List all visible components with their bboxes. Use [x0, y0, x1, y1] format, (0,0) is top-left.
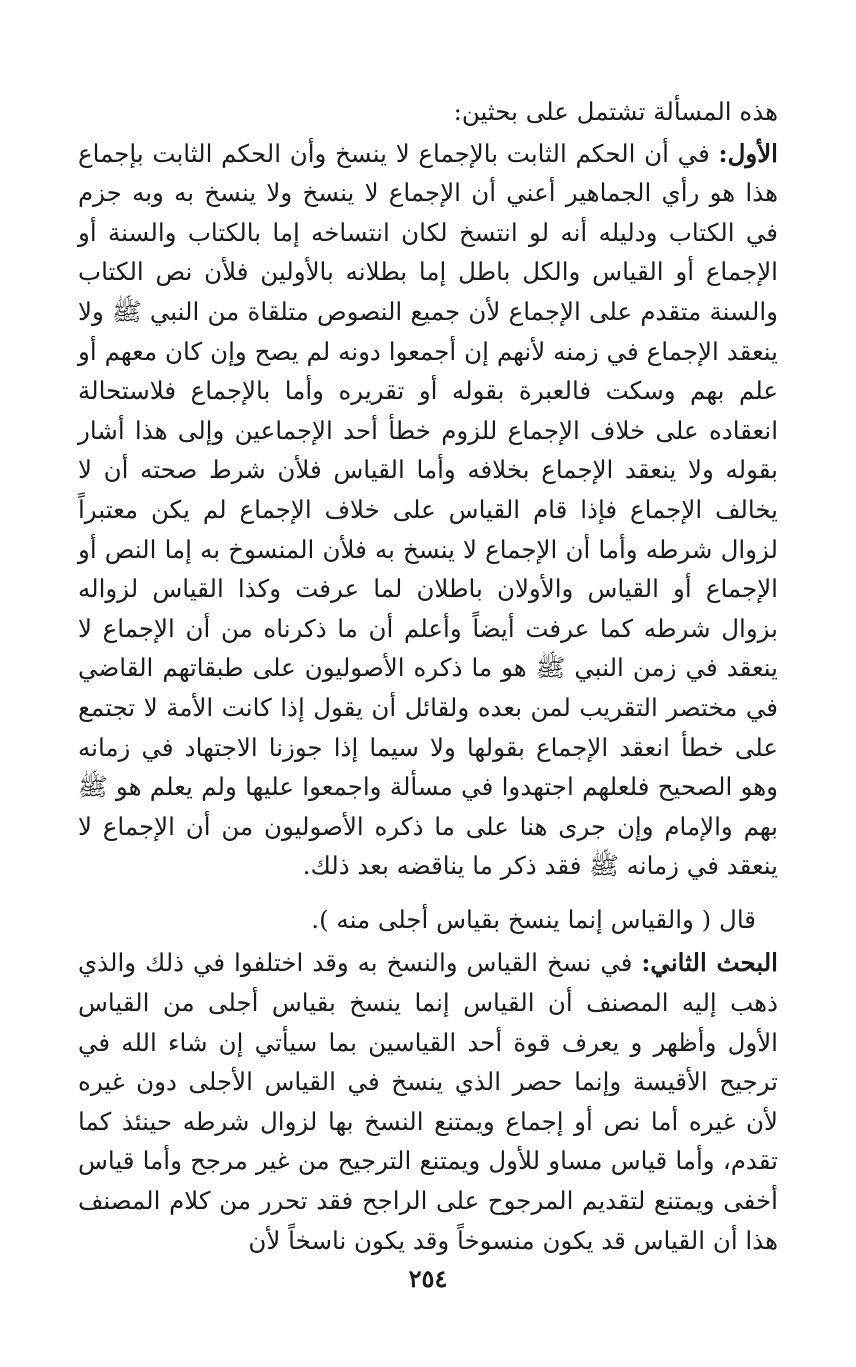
quoted-statement: قال ( والقياس إنما ينسخ بقياس أجلى منه ). — [311, 904, 756, 934]
page-number: ٢٥٤ — [408, 1264, 448, 1293]
section-second-text: في نسخ القياس والنسخ به وقد اختلفوا في ذلك والذي ذهب إليه المصنف أن القياس إنما ينسخ بقياس أجلى من القياس الأول وأظهر و يعرف قوة أحد القياسين بما سيأتي إن شاء الله في ترجيح الأقيسة وإنما حصر الذي ينسخ في القياس الأجلى دون غيره لأن غيره أما نص أو إجماع ويمتنع النسخ بها لزوال شرطه حينئذ كما تقدم، وأما قياس مساو للأول ويمتنع الترجيح من غير مرجح وأما قياس أخفى ويمتنع لتقديم المرجوح على الراجح فقد تحرر من كلام المصنف هذا أن القياس قد يكون منسوخاً وقد يكون ناسخاً لأن — [78, 948, 778, 1255]
section-first-paragraph — [78, 134, 778, 886]
section-first-heading: الأول: — [718, 138, 778, 168]
section-second-heading: البحث الثاني: — [641, 948, 778, 978]
section-second-paragraph — [78, 943, 778, 1260]
section-first-text: في أن الحكم الثابت بالإجماع لا ينسخ وأن الحكم الثابت بإجماع هذا هو رأي الجماهير أعني أن الإجماع لا ينسخ ولا ينسخ به وبه جزم في الكتاب ودليله أنه لو انتسخ لكان انتساخه إما بالكتاب والسنة أو الإجماع أو القياس والكل باطل إما بطلانه بالأولين فلأن نص الكتاب والسنة متقدم على الإجماع لأن جميع النصوص متلقاة من النبي ﷺ ولا ينعقد الإجماع في زمنه لأنهم إن أجمعوا دونه لم يصح وإن كان معهم أو علم بهم وسكت فالعبرة بقوله أو تقريره وأما بالإجماع فلاستحالة انعقاده على خلاف الإجماع للزوم خطأ أحد الإجماعين وإلى هذا أشار بقوله ولا ينعقد الإجماع بخلافه وأما القياس فلأن شرط صحته أن لا يخالف الإجماع فإذا قام القياس على خلاف الإجماع لم يكن معتبراً لزوال شرطه وأما أن الإجماع لا ينسخ به فلأن المنسوخ به إما النص أو الإجماع أو القياس والأولان باطلان لما عرفت وكذا القياس لزواله بزوال شرطه كما عرفت أيضاً وأعلم أن ما ذكرناه من أن الإجماع لا ينعقد في زمن النبي ﷺ هو ما ذكره الأصوليون على طبقاتهم القاضي في مختصر التقريب لمن بعده ولقائل أن يقول إذا كانت الأمة لا تجتمع على خطأ انعقد الإجماع بقولها ولا سيما إذا جوزنا الاجتهاد في زمانه وهو الصحيح فلعلهم اجتهدوا في مسألة واجمعوا عليها ولم يعلم هو ﷺ بهم والإمام وإن جرى هنا على ما ذكره الأصوليون من أن الإجماع لا ينعقد في زمانه ﷺ فقد ذكر ما يناقضه بعد ذلك. — [78, 138, 778, 881]
intro-line: هذه المسألة تشتمل على بحثين: — [453, 97, 778, 126]
